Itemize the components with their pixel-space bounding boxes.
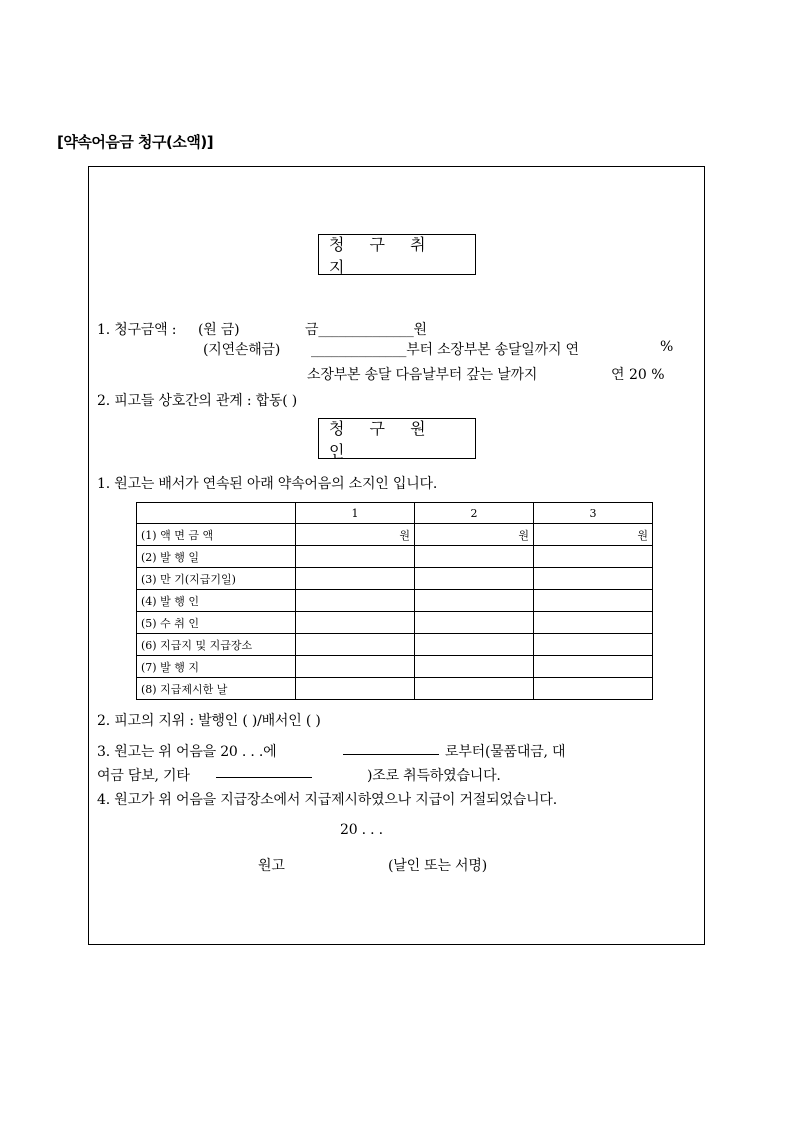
table-cell	[534, 568, 653, 590]
table-row	[137, 546, 653, 568]
date-line: 20 . . .	[340, 822, 383, 838]
table-row	[137, 590, 653, 612]
row-label: (2) 발 행 일	[137, 546, 296, 568]
table-cell	[534, 546, 653, 568]
table-header-3: 3	[534, 503, 653, 524]
table-cell	[415, 590, 534, 612]
row-label: (4) 발 행 인	[137, 590, 296, 612]
table-row	[137, 524, 653, 546]
cause-item2: 2. 피고의 지위 : 발행인 ( )/배서인 ( )	[97, 713, 321, 729]
table-cell: 원	[296, 524, 415, 546]
table-cell	[296, 612, 415, 634]
row-label: (6) 지급지 및 지급장소	[137, 634, 296, 656]
cause-intro: 1. 원고는 배서가 연속된 아래 약속어음의 소지인 입니다.	[97, 476, 438, 492]
table-header-1: 1	[296, 503, 415, 524]
cause-heading: 청 구 원 인	[318, 418, 476, 459]
table-cell	[534, 590, 653, 612]
plaintiff-label: 원고	[258, 858, 285, 874]
document-title: [약속어음금 청구(소액)]	[57, 133, 214, 151]
cause-item4: 4. 원고가 위 어음을 지급장소에서 지급제시하였으나 지급이 거절되었습니다.	[97, 792, 558, 808]
claim-heading: 청 구 취 지	[318, 234, 476, 275]
table-row	[137, 634, 653, 656]
table-cell	[415, 678, 534, 700]
row-label: (3) 만 기(지급기일)	[137, 568, 296, 590]
row-label: (5) 수 취 인	[137, 612, 296, 634]
table-cell: 원	[534, 524, 653, 546]
table-cell: 원	[415, 524, 534, 546]
cause-item3-c: 여금 담보, 기타	[97, 768, 190, 784]
cause-item3-b: 로부터(물품대금, 대	[445, 744, 566, 760]
table-cell	[415, 612, 534, 634]
table-cell	[296, 634, 415, 656]
table-cell	[296, 590, 415, 612]
table-cell	[534, 656, 653, 678]
seal-note: (날인 또는 서명)	[388, 858, 487, 874]
table-cell	[534, 678, 653, 700]
row-label: (8) 지급제시한 날	[137, 678, 296, 700]
promissory-notes-table	[136, 502, 653, 700]
table-cell	[296, 656, 415, 678]
table-cell	[415, 634, 534, 656]
table-cell	[415, 568, 534, 590]
table-header-row	[137, 503, 653, 524]
table-cell	[296, 678, 415, 700]
claim-line2-label: (지연손해금)	[203, 342, 281, 358]
cause-item3-d: )조로 취득하였습니다.	[367, 768, 501, 784]
row-label: (1) 액 면 금 액	[137, 524, 296, 546]
claim-line1-label: (원 금)	[198, 322, 240, 338]
claim-line2-text: ______________부터 소장부본 송달일까지 연	[311, 342, 579, 358]
table-row	[137, 656, 653, 678]
payer-blank-line	[343, 741, 439, 755]
table-row	[137, 678, 653, 700]
table-cell	[296, 546, 415, 568]
table-cell	[534, 634, 653, 656]
table-row	[137, 612, 653, 634]
table-cell	[534, 612, 653, 634]
other-blank-line	[216, 765, 312, 778]
table-cell	[415, 656, 534, 678]
cause-item3-a: 3. 원고는 위 어음을 20 . . .에	[97, 744, 277, 760]
table-header-blank	[137, 503, 296, 524]
claim-line2-pct: %	[660, 339, 674, 355]
claim-line4: 2. 피고들 상호간의 관계 : 합동( )	[97, 393, 298, 409]
table-row	[137, 568, 653, 590]
table-cell	[296, 568, 415, 590]
claim-line3-text: 소장부본 송달 다음날부터 갚는 날까지	[307, 367, 538, 383]
claim-line3-rate: 연 20 %	[611, 367, 665, 383]
row-label: (7) 발 행 지	[137, 656, 296, 678]
claim-line1-text: 금______________원	[305, 322, 427, 338]
table-header-2: 2	[415, 503, 534, 524]
claim-line1-num: 1. 청구금액 :	[97, 322, 177, 338]
table-cell	[415, 546, 534, 568]
